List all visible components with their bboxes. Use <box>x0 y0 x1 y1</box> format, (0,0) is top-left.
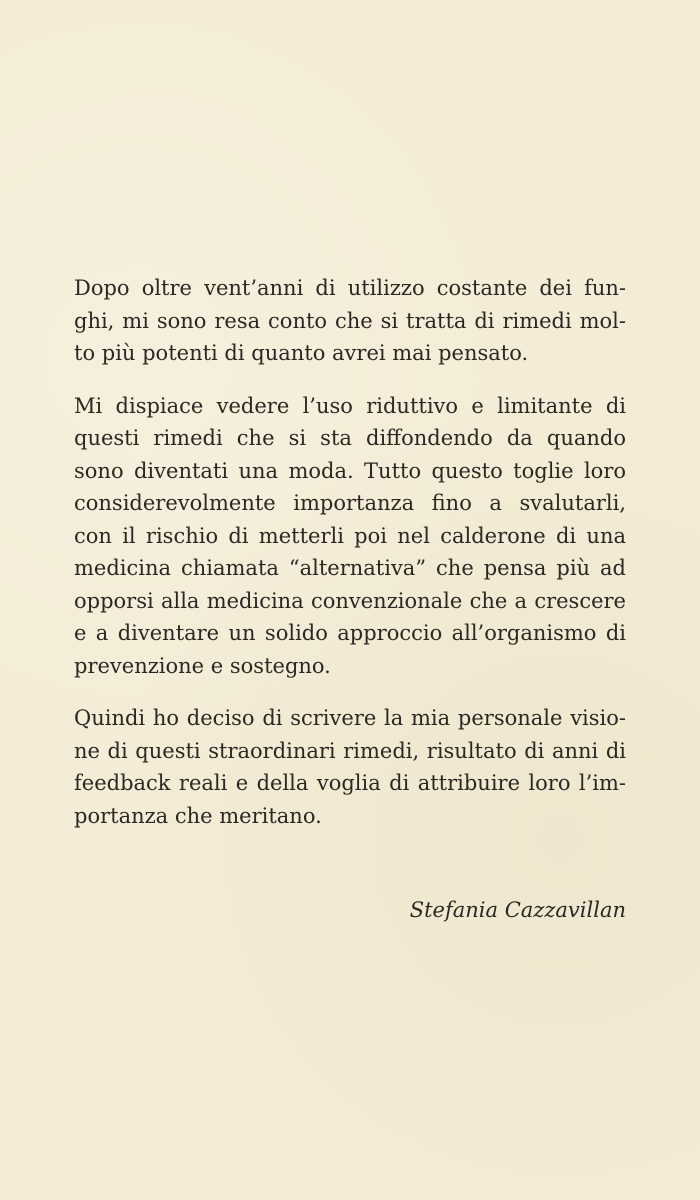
text-line: Mi dispiace vedere l’uso riduttivo e limitante di <box>74 393 626 418</box>
text-line: ghi, mi sono resa conto che si tratta di rimedi mol- <box>74 308 626 333</box>
paragraph-3 <box>74 702 626 832</box>
text-line: medicina chiamata “alternativa” che pensa più ad <box>74 556 626 580</box>
text-line: portanza che meritano. <box>74 803 322 828</box>
text-line: Dopo oltre vent’anni di utilizzo costante dei fun- <box>74 276 626 300</box>
text-line: feedback reali e della voglia di attribuire loro l’im- <box>74 771 626 795</box>
body-text <box>74 272 626 852</box>
text-line: ne di questi straordinari rimedi, risultato di anni di <box>74 738 626 763</box>
paragraph-2 <box>74 390 626 683</box>
text-line: e a diventare un solido approccio all’organismo di <box>74 621 626 645</box>
author-signature: Stefania Cazzavillan <box>409 898 626 922</box>
text-line: considerevolmente importanza fino a svalutarli, <box>74 491 626 515</box>
text-line: opporsi alla medicina convenzionale che a crescere <box>74 588 626 613</box>
text-line: con il rischio di metterli poi nel calderone di una <box>74 523 626 548</box>
text-line: questi rimedi che si sta diffondendo da quando <box>74 426 626 450</box>
text-line: Quindi ho deciso di scrivere la mia personale visio- <box>74 706 626 730</box>
paragraph-1 <box>74 272 626 370</box>
text-line: to più potenti di quanto avrei mai pensato. <box>74 341 529 365</box>
text-line: prevenzione e sostegno. <box>74 653 331 678</box>
text-line: sono diventati una moda. Tutto questo toglie loro <box>74 458 626 483</box>
